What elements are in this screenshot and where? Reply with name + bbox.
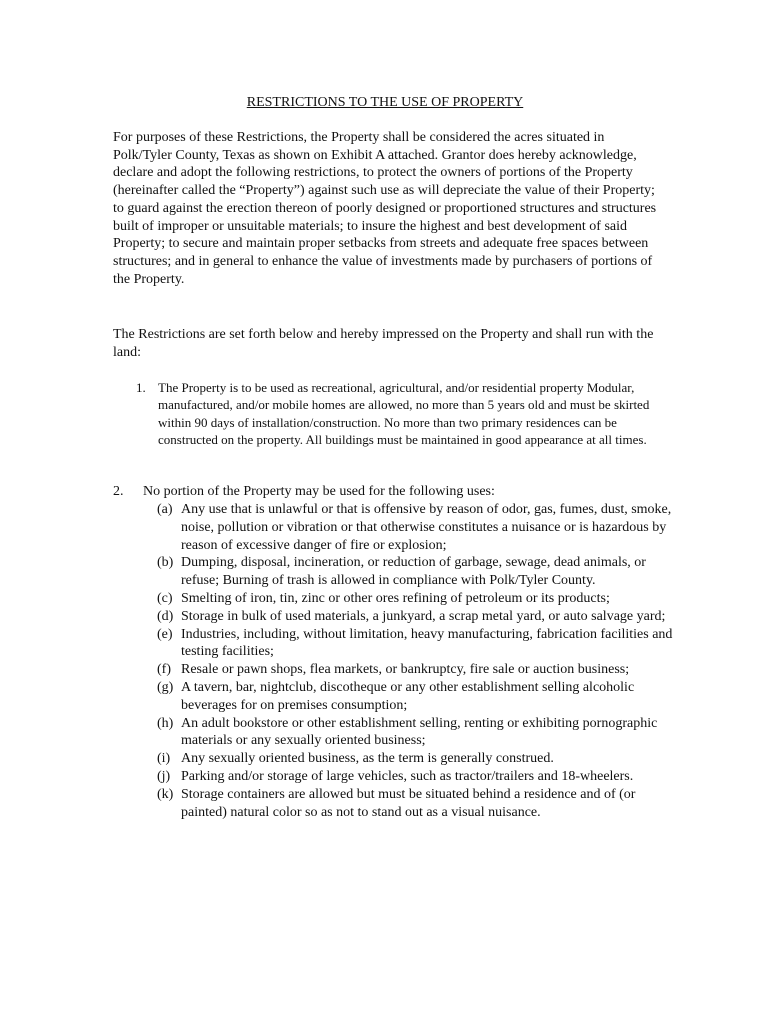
list-item-label: (j): [157, 768, 171, 784]
item-text: The Property is to be used as recreational, agricultural, and/or residential property Modular, manufactured, and/or mobile homes are allowed, no more than 5 years old and must be skirted within 90 days of installation/construction. No more than two primary residences can be constructed on the property. All buildings must be maintained in good appearance at all times.: [158, 380, 650, 447]
list-item-text: Storage in bulk of used materials, a junkyard, a scrap metal yard, or auto salvage yard;: [181, 608, 666, 624]
list-item-label: (e): [157, 626, 173, 642]
list-item-label: (g): [157, 679, 174, 695]
document-title: RESTRICTIONS TO THE USE OF PROPERTY: [246, 95, 524, 110]
list-item-text: An adult bookstore or other establishment selling, renting or exhibiting pornographic materials or any sexually oriented business;: [181, 715, 658, 749]
list-item-text: A tavern, bar, nightclub, discotheque or any other establishment selling alcoholic beverages for on premises consumption;: [181, 679, 635, 713]
list-item-label: (d): [157, 608, 174, 624]
list-item-text: Parking and/or storage of large vehicles, such as tractor/trailers and 18-wheelers.: [181, 768, 634, 784]
list-item: [157, 679, 677, 715]
list-item-label: (b): [157, 555, 174, 571]
list-item-label: (f): [157, 662, 171, 678]
list-item-text: Industries, including, without limitation, heavy manufacturing, fabrication facilities and testing facilities;: [181, 626, 673, 660]
item-number: 2.: [113, 484, 124, 499]
list-item: [157, 768, 677, 786]
list-item-label: (c): [157, 590, 173, 606]
list-item: [157, 501, 677, 554]
list-item: [157, 715, 677, 751]
list-item: [157, 554, 677, 590]
prohibited-uses-list: [157, 501, 677, 821]
list-item: [157, 590, 677, 608]
list-item-label: (a): [157, 502, 173, 517]
list-item: [157, 750, 677, 768]
list-item: [157, 626, 677, 662]
list-item: [157, 786, 677, 822]
list-item: [157, 661, 677, 679]
list-item-text: Smelting of iron, tin, zinc or other ores refining of petroleum or its products;: [181, 590, 610, 606]
list-item-label: (h): [157, 715, 174, 731]
intro-paragraph: For purposes of these Restrictions, the Property shall be considered the acres situated in Polk/Tyler County, Texas as shown on Exhibit A attached. Grantor does hereby acknowledge, declare and adopt the following restrictions, to protect the owners of portions of the Property (hereinafter called the “Property”) against such use as will depreciate the value of their Property; to guard against the erection thereon of poorly designed or proportioned structures and structures built of improper or unsuitable materials; to insure the highest and best development of said Property; to secure and maintain proper setbacks from streets and adequate free spaces between structures; and in general to enhance the value of investments made by purchasers of portions of the Property.: [113, 130, 657, 287]
set-forth-paragraph: The Restrictions are set forth below and hereby impressed on the Property and shall run with the land:: [113, 327, 654, 360]
item-heading: No portion of the Property may be used for the following uses:: [143, 484, 495, 499]
list-item-text: Storage containers are allowed but must be situated behind a residence and of (or painted) natural color so as not to stand out as a visual nuisance.: [181, 786, 636, 820]
list-item-label: (i): [157, 751, 171, 767]
list-item-label: (k): [157, 786, 174, 802]
list-item-text: Any use that is unlawful or that is offensive by reason of odor, gas, fumes, dust, smoke, noise, pollution or vibration or that otherwise constitutes a nuisance or is hazardous by reason of excessive danger of fire or explosion;: [181, 502, 672, 553]
item-number: 1.: [136, 380, 146, 395]
list-item-text: Dumping, disposal, incineration, or reduction of garbage, sewage, dead animals, or refuse; Burning of trash is allowed in compliance with Polk/Tyler County.: [181, 555, 646, 589]
list-item-text: Any sexually oriented business, as the term is generally construed.: [181, 751, 554, 767]
list-item-text: Resale or pawn shops, flea markets, or bankruptcy, fire sale or auction business;: [181, 662, 630, 678]
list-item: [157, 608, 677, 626]
